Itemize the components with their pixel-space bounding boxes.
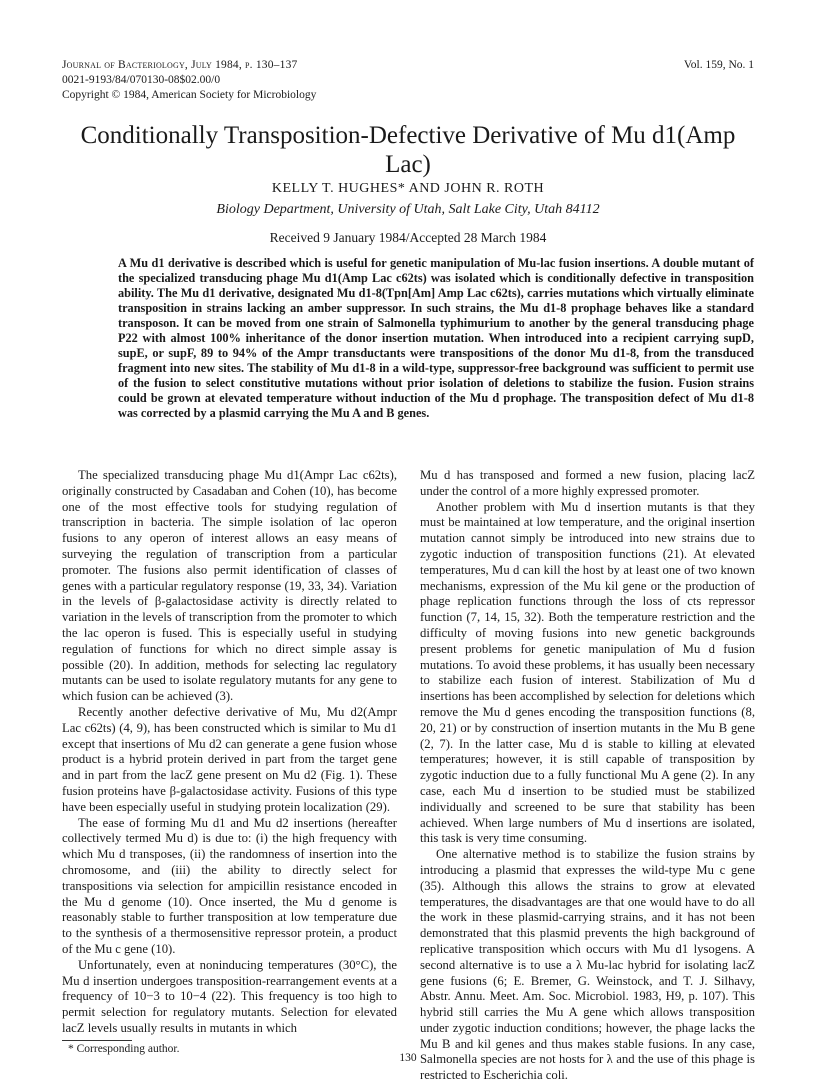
footnote-divider [62,1040,132,1041]
body-paragraph: Recently another defective derivative of Mu, Mu d2(Ampr Lac c62ts) (4, 9), has been constructed which is similar to Mu d1 except that insertions of Mu d2 can generate a gene fusion whose product is a hybrid protein derived in part from the target gene and in part from the lacZ gene present on Mu d2 (Fig. 1). These fusion proteins have β-galactosidase activity. Fusions of this type have been especially useful in studying protein localization (29). [62,704,397,814]
body-paragraph: The specialized transducing phage Mu d1(Ampr Lac c62ts), originally constructed by Casadaban and Cohen (10), has become one of the most effective tools for studying regulation of transcription in bacteria. The simple isolation of lac operon fusions to any operon of interest allows an easy means of surveying the regulation of transcription from a particular promoter. The fusions also permit identification of classes of genes with a particular regulatory response (19, 33, 34). Variation in the levels of β-galactosidase activity is directly related to variation in the levels of transcription from the promoter to which the lac operon is fused. This is especially useful in studying regulation of functions for which no direct simple assay is possible (20). In addition, methods for selecting lac regulatory mutants can be used to isolate regulatory mutants for any gene to which fusion can be achieved (3). [62,468,397,704]
author-list: KELLY T. HUGHES* AND JOHN R. ROTH [271,181,545,196]
body-paragraph: One alternative method is to stabilize the fusion strains by introducing a plasmid that expresses the wild-type Mu c gene (35). Although this allows the strains to grow at elevated temperatures, the disadvantages are that one would have to do all the work in these plasmid-carrying strains, and it has not been demonstrated that this plasmid prevents the high background of replicative transposition which occurs with Mu d1 lysogens. A second alternative is to use a λ Mu-lac hybrid for isolating lacZ gene fusions (6; E. Bremer, G. Weinstock, and T. J. Silhavy, Abstr. Annu. Meet. Am. Soc. Microbiol. 1983, H9, p. 107). This hybrid still carries the Mu A gene which allows transposition under zygotic induction conditions; however, the phage lacks the Mu B and kil genes and thus makes stable fusions. In any case, Salmonella species are not hosts for λ and the use of this phage is restricted to Escherichia coli. [420,847,755,1083]
abstract: A Mu d1 derivative is described which is useful for genetic manipulation of Mu-lac fusion insertions. A double mutant of the specialized transducing phage Mu d1(Amp Lac c62ts) was isolated which is conditionally defective in transposition ability. The Mu d1 derivative, designated Mu d1-8(Tpn[Am] Amp Lac c62ts), carries mutations which virtually eliminate transposition in strains lacking an amber suppressor. In such strains, the Mu d1-8 prophage behaves like a standard transposon. It can be moved from one strain of Salmonella typhimurium to another by the general transducing phage P22 with almost 100% inheritance of the donor insertion mutation. When introduced into a recipient carrying supD, supE, or supF, 89 to 94% of the Ampr transductants were transpositions of the donor Mu d1-8, from the transduced fragment into new sites. The stability of Mu d1-8 in a wild-type, suppressor-free background was sufficient to permit use of the fusion to select constitutive mutations without prior isolation of deletions to stabilize the fusion. Fusion strains could be grown at elevated temperature without induction of the Mu d prophage. The transposition defect of Mu d1-8 was corrected by a plasmid carrying the Mu A and B genes. [118,256,754,420]
journal-citation: Journal of Bacteriology, July 1984, p. 130–137 [62,59,298,71]
volume-issue: Vol. 159, No. 1 [683,59,754,71]
body-column-left [62,468,397,1037]
copyright-notice: Copyright © 1984, American Society for Microbiology [62,89,317,101]
running-header [62,58,502,103]
body-paragraph: Mu d has transposed and formed a new fusion, placing lacZ under the control of a more highly expressed promoter. [420,468,755,498]
article-code: 0021-9193/84/070130-08$02.00/0 [62,74,221,86]
body-paragraph: The ease of forming Mu d1 and Mu d2 insertions (hereafter collectively termed Mu d) is due to: (i) the high frequency with which Mu d transposes, (ii) the randomness of insertion into the chromosome, and (iii) the ability to directly select for transpositions via selection for ampicillin resistance encoded in the Mu d genome (10). Once inserted, the Mu d genome is reasonably stable to further transposition at low temperature due to the synthesis of a thermosensitive repressor protein, a product of the Mu c gene (10). [62,815,397,956]
article-title: Conditionally Transposition-Defective Derivative of Mu d1(Amp Lac) [80,122,736,178]
body-paragraph: Another problem with Mu d insertion mutants is that they must be maintained at low temperature, and the original insertion mutation cannot simply be introduced into new strains due to zygotic induction of transposition functions (21). At elevated temperatures, Mu d can kill the host by at least one of two known mechanisms, expression of the Mu kil gene or the production of phage replication functions through the loss of cts repressor function (7, 14, 15, 32). Both the temperature restriction and the difficulty of moving fusions into new genetic backgrounds present problems for genetic manipulation of Mu d fusion mutations. To avoid these problems, it has usually been necessary to stabilize each fusion of interest. Stabilization of Mu d insertions has been accomplished by selection for deletions which remove the Mu d genes encoding the transposition functions (8, 20, 21) or by construction of insertion mutants in the Mu B gene (2, 7). In the latter case, Mu d is stable to killing at elevated temperatures; however, it is still capable of transposition by zygotic induction due to a fully functional Mu A gene (2). In any case, each Mu d insertion to be studied must be stabilized individually and screened to be sure that stability has been achieved. When large numbers of Mu d insertions are isolated, this task is very time consuming. [420,499,755,846]
affiliation: Biology Department, University of Utah, Salt Lake City, Utah 84112 [216,202,600,217]
page-number: 130 [399,1052,417,1064]
received-dates: Received 9 January 1984/Accepted 28 March 1984 [269,230,547,245]
body-paragraph: Unfortunately, even at noninducing temperatures (30°C), the Mu d insertion undergoes transposition-rearrangement events at a frequency of 10−3 to 10−4 (22). This frequency is too high to permit selection for regulatory mutants. Selection for elevated lacZ levels usually results in mutants in which [62,957,397,1035]
body-column-right [420,468,755,1084]
footnote: * Corresponding author. [68,1043,180,1055]
